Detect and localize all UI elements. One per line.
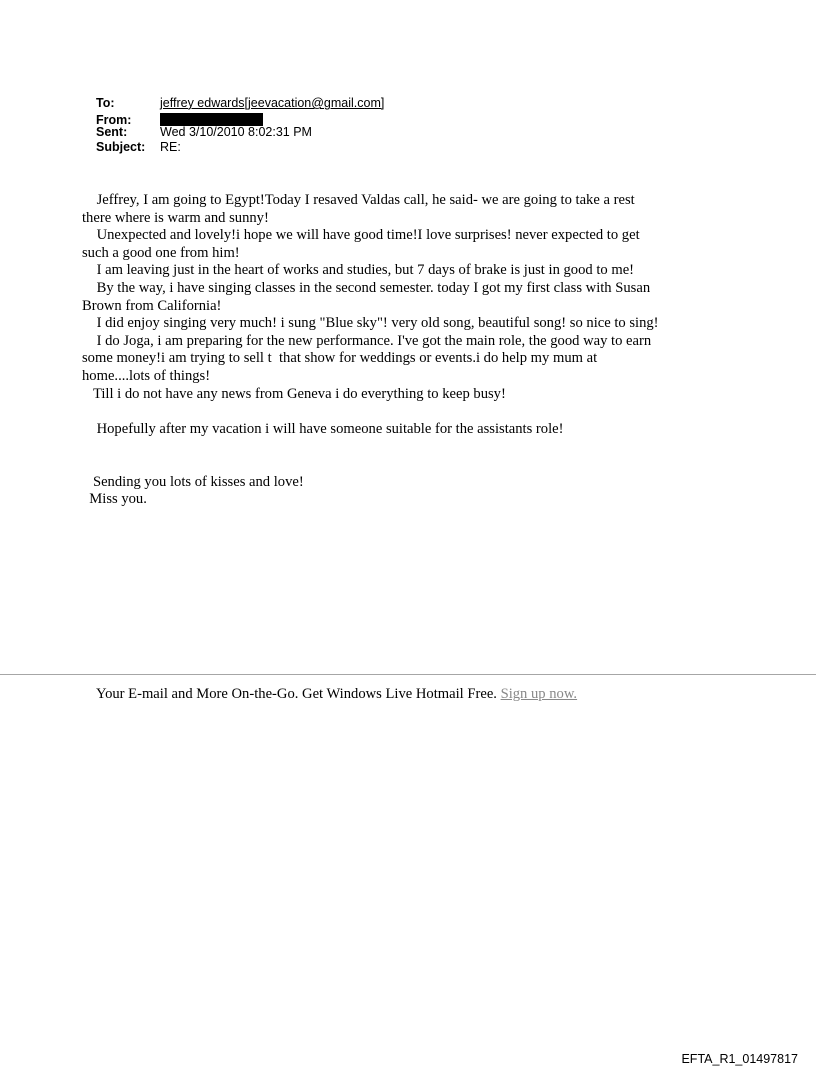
subject-label: Subject: xyxy=(96,139,146,154)
subject-value: RE: xyxy=(160,139,181,154)
to-label: To: xyxy=(96,96,115,110)
sent-label: Sent: xyxy=(96,125,128,139)
body-line: there where is warm and sunny! xyxy=(82,209,269,226)
body-line: Jeffrey, I am going to Egypt!Today I resaved Valdas call, he said- we are going to take a rest xyxy=(82,192,635,208)
body-line xyxy=(82,456,732,474)
from-redaction xyxy=(160,113,263,126)
divider xyxy=(0,674,816,675)
email-header xyxy=(96,96,384,154)
to-row xyxy=(96,96,384,111)
body-line xyxy=(82,438,732,456)
footer xyxy=(96,686,577,704)
body-line: Miss you. xyxy=(82,491,147,508)
footer-text: Your E-mail and More On-the-Go. Get Windows Live Hotmail Free. xyxy=(96,686,501,702)
body-line: Till i do not have any news from Geneva i do everything to keep busy! xyxy=(82,385,506,402)
body-line: I do Joga, i am preparing for the new performance. I've got the main role, the good way to earn xyxy=(82,332,652,349)
sent-value: Wed 3/10/2010 8:02:31 PM xyxy=(160,125,312,139)
body-line: I am leaving just in the heart of works and studies, but 7 days of brake is just in good to me! xyxy=(82,262,635,279)
from-row xyxy=(96,111,384,126)
body-line xyxy=(82,403,732,421)
to-value: jeffrey edwards[jeevacation@gmail.com] xyxy=(160,96,385,110)
sign-up-link[interactable]: Sign up now. xyxy=(500,686,578,702)
body-line: Brown from California! xyxy=(82,297,222,314)
body-line: Unexpected and lovely!i hope we will have good time!I love surprises! never expected to get xyxy=(82,227,640,244)
sent-row xyxy=(96,125,384,140)
from-label: From: xyxy=(96,112,132,127)
body-line: such a good one from him! xyxy=(82,244,240,261)
body-line: I did enjoy singing very much! i sung "Blue sky"! very old song, beautiful song! so nice to sing! xyxy=(82,315,659,332)
document-id: EFTA_R1_01497817 xyxy=(681,1052,798,1066)
body-line: Hopefully after my vacation i will have someone suitable for the assistants role! xyxy=(82,420,564,437)
body-line: Sending you lots of kisses and love! xyxy=(82,473,304,490)
body-line: some money!i am trying to sell t that show for weddings or events.i do help my mum at xyxy=(82,350,598,367)
email-body xyxy=(82,192,732,509)
body-line: By the way, i have singing classes in the second semester. today I got my first class with Susan xyxy=(82,279,651,296)
body-line: home....lots of things! xyxy=(82,367,211,384)
subject-row xyxy=(96,140,384,155)
